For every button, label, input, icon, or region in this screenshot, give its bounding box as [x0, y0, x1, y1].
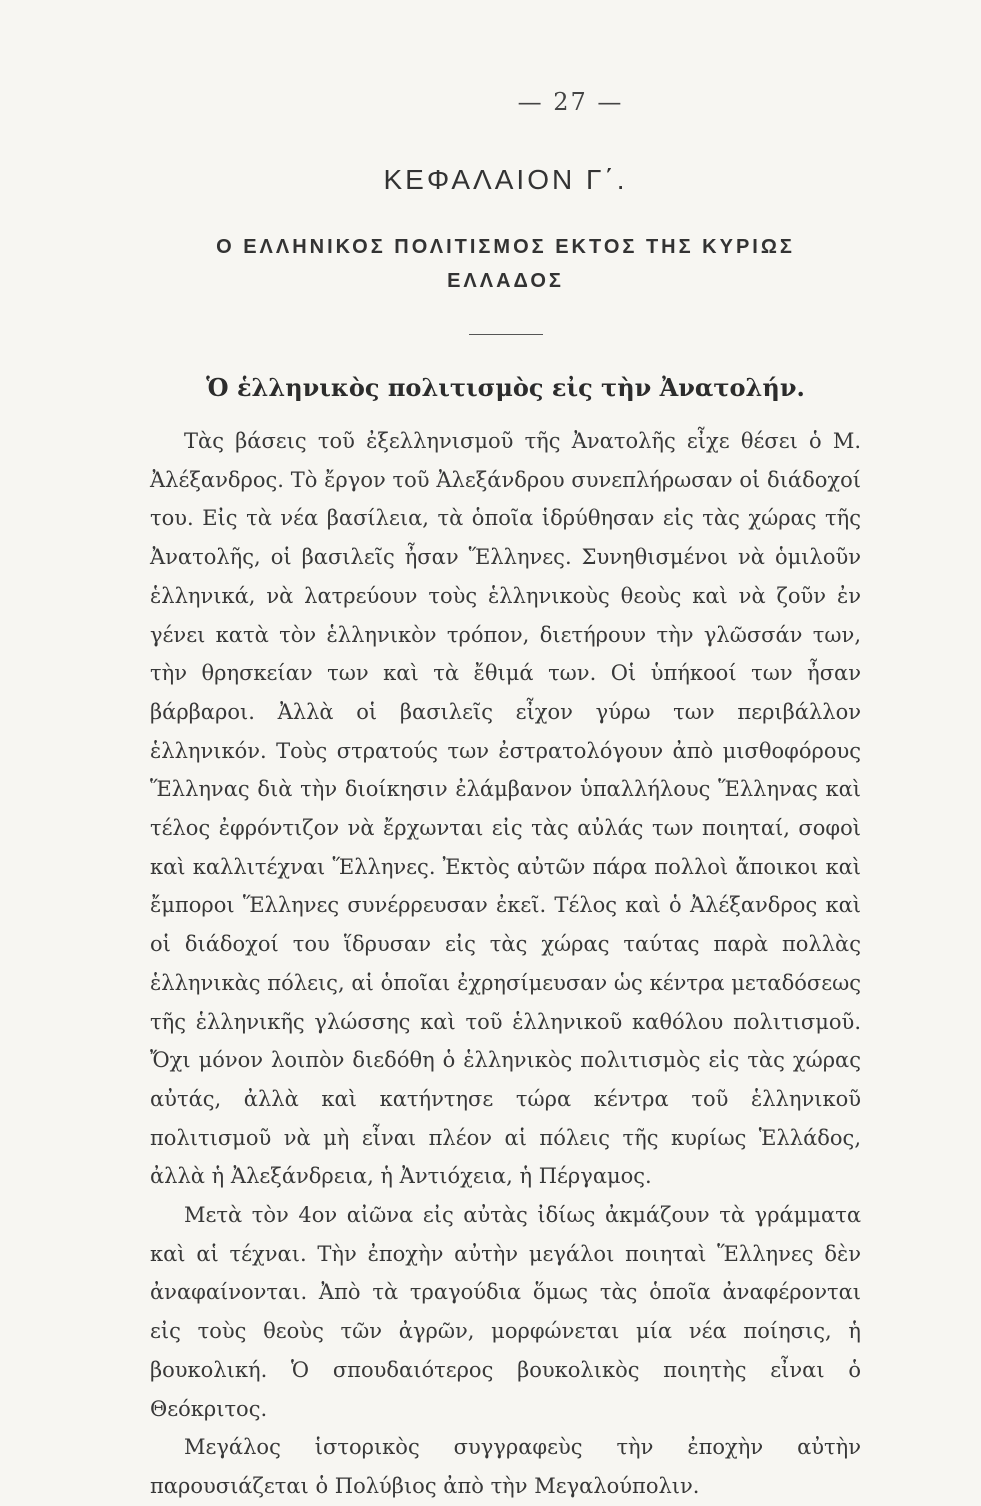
page-number: — 27 — — [517, 88, 624, 116]
chapter-subtitle-line-2: ΕΛΛΑΔΟΣ — [447, 270, 564, 292]
section-heading: Ὁ ἑλληνικὸς πολιτισμὸς εἰς τὴν Ἀνατολήν. — [206, 373, 805, 402]
paragraph-2: Μετὰ τὸν 4ον αἰῶνα εἰς αὐτὰς ἰδίως ἀκμάζουν τὰ γράμματα καὶ αἱ τέχναι. Τὴν ἐποχὴν αὐτὴν μεγάλοι ποιηταὶ Ἕλληνες δὲν ἀναφαίνονται. Ἀπὸ τὰ τραγούδια ὅμως τὰς ὁποῖα ἀναφέρονται εἰς τοὺς θεοὺς τῶν ἀγρῶν, μορφώνεται μία νέα ποίησις, ἡ βουκολική. Ὁ σπουδαιότερος βουκολικὸς ποιητὴς εἶναι ὁ Θεόκριτος. — [150, 1203, 861, 1421]
paragraph-3: Μεγάλος ἱστορικὸς συγγραφεὺς τὴν ἐποχὴν αὐτὴν παρουσιάζεται ὁ Πολύβιος ἀπὸ τὴν Μεγαλούπολιν. — [150, 1435, 861, 1498]
chapter-subtitle-line-1: Ο ΕΛΛΗΝΙΚΟΣ ΠΟΛΙΤΙΣΜΟΣ ΕΚΤΟΣ ΤΗΣ ΚΥΡΙΩΣ — [216, 236, 795, 258]
chapter-subtitle — [150, 230, 861, 298]
divider-rule — [469, 334, 543, 335]
paragraph-1: Τὰς βάσεις τοῦ ἐξελληνισμοῦ τῆς Ἀνατολῆς εἶχε θέσει ὁ Μ. Ἀλέξανδρος. Τὸ ἔργον τοῦ Ἀλεξάνδρου συνεπλήρωσαν οἱ διάδοχοί του. Εἰς τὰ νέα βασίλεια, τὰ ὁποῖα ἱδρύθησαν εἰς τὰς χώρας τῆς Ἀνατολῆς, οἱ βασιλεῖς ἦσαν Ἕλληνες. Συνηθισμένοι νὰ ὁμιλοῦν ἑλληνικά, νὰ λατρεύουν τοὺς ἑλληνικοὺς θεοὺς καὶ νὰ ζοῦν ἐν γένει κατὰ τὸν ἑλληνικὸν τρόπον, διετήρουν τὴν γλῶσσάν των, τὴν θρησκείαν των καὶ τὰ ἔθιμά των. Οἱ ὑπήκοοί των ἦσαν βάρβαροι. Ἀλλὰ οἱ βασιλεῖς εἶχον γύρω των περιβάλλον ἑλληνικόν. Τοὺς στρατούς των ἐστρατολόγουν ἀπὸ μισθοφόρους Ἕλληνας διὰ τὴν διοίκησιν ἐλάμβανον ὑπαλλήλους Ἕλληνας καὶ τέλος ἐφρόντιζον νὰ ἔρχωνται εἰς τὰς αὐλάς των ποιηταί, σοφοὶ καὶ καλλιτέχναι Ἕλληνες. Ἐκτὸς αὐτῶν πάρα πολλοὶ ἄποικοι καὶ ἔμποροι Ἕλληνες συνέρρευσαν ἐκεῖ. Τέλος καὶ ὁ Ἀλέξανδρος καὶ οἱ διάδοχοί του ἵδρυσαν εἰς τὰς χώρας ταύτας παρὰ πολλὰς ἑλληνικὰς πόλεις, αἱ ὁποῖαι ἐχρησίμευσαν ὡς κέντρα μεταδόσεως τῆς ἑλληνικῆς γλώσσης καὶ τοῦ ἑλληνικοῦ καθόλου πολιτισμοῦ. Ὄχι μόνον λοιπὸν διεδόθη ὁ ἑλληνικὸς πολιτισμὸς εἰς τὰς χώρας αὐτάς, ἀλλὰ καὶ κατήντησε τώρα κέντρα τοῦ ἑλληνικοῦ πολιτισμοῦ νὰ μὴ εἶναι πλέον αἱ πόλεις τῆς κυρίως Ἑλλάδος, ἀλλὰ ἡ Ἀλεξάνδρεια, ἡ Ἀντιόχεια, ἡ Πέργαμος. — [150, 429, 861, 1189]
chapter-title: ΚΕΦΑΛΑΙΟΝ Γ΄. — [383, 164, 628, 195]
